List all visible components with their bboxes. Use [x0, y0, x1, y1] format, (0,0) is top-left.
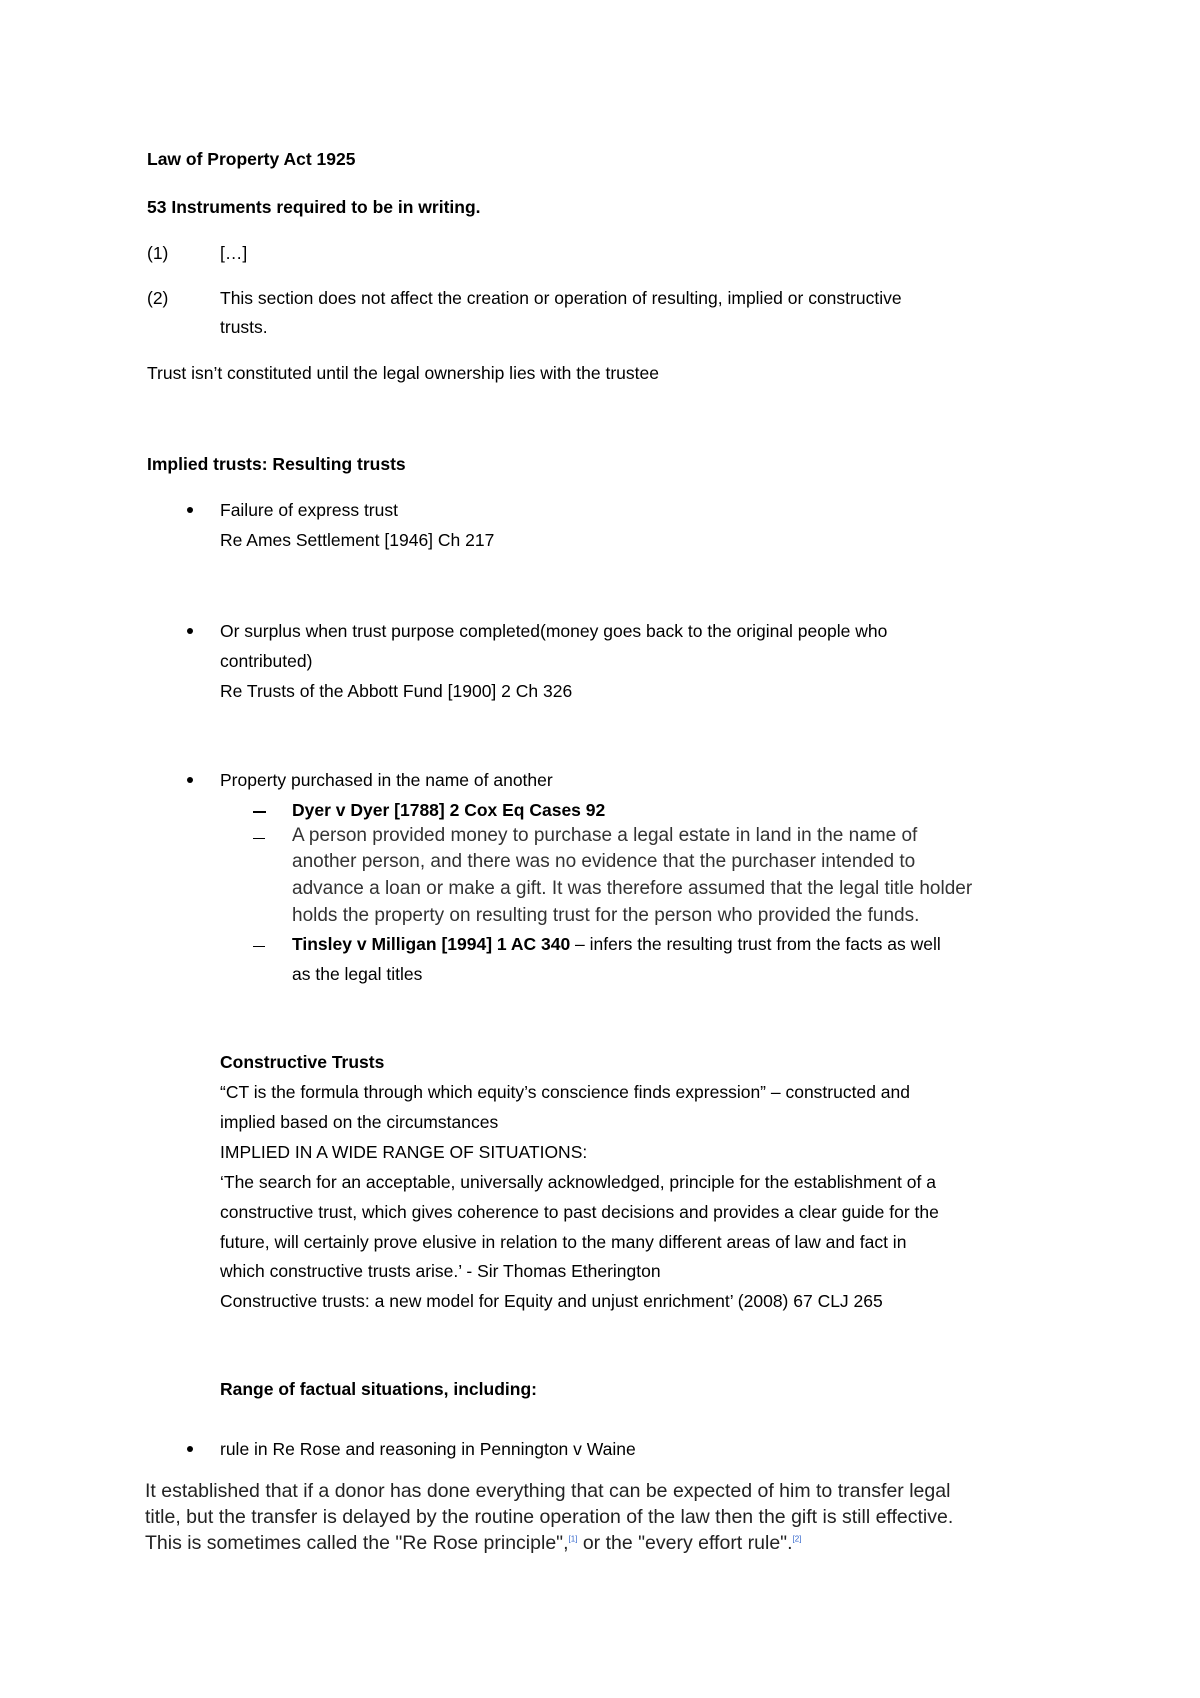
note-paragraph: Trust isn’t constituted until the legal ownership lies with the trustee	[147, 363, 659, 383]
quote-line: which constructive trusts arise.’ - Sir Thomas Etherington	[220, 1261, 661, 1281]
implied-trusts-heading: Implied trusts: Resulting trusts	[147, 454, 406, 474]
closing-paragraph-line	[145, 1530, 801, 1556]
case-citation: Re Ames Settlement [1946] Ch 217	[220, 530, 495, 550]
closing-paragraph-line: It established that if a donor has done everything that can be expected of him to transfer legal	[145, 1480, 951, 1502]
bullet-icon	[187, 1446, 193, 1452]
constructive-line: implied based on the circumstances	[220, 1112, 499, 1132]
case-summary-line: another person, and there was no evidence that the purchaser intended to	[292, 851, 916, 872]
list-item: rule in Re Rose and reasoning in Pennington v Waine	[220, 1439, 636, 1459]
reference-line: Constructive trusts: a new model for Equity and unjust enrichment’ (2008) 67 CLJ 265	[220, 1291, 883, 1311]
subsection-number: (2)	[147, 288, 169, 308]
case-summary-line: A person provided money to purchase a legal estate in land in the name of	[292, 825, 918, 846]
bullet-icon	[187, 777, 193, 783]
quote-line: constructive trust, which gives coherence to past decisions and provides a clear guide for the	[220, 1202, 939, 1222]
tinsley-note: – infers the resulting trust from the facts as well	[570, 934, 941, 954]
subsection-text-cont: trusts.	[220, 317, 268, 337]
footnote-link[interactable]: [2]	[792, 1534, 802, 1544]
footnote-link[interactable]: [1]	[568, 1534, 578, 1544]
closing-text: or the "every effort rule".	[577, 1532, 793, 1554]
subsection-number: (1)	[147, 243, 169, 263]
dash-icon	[253, 811, 266, 813]
act-title: Law of Property Act 1925	[147, 149, 356, 169]
list-item: Failure of express trust	[220, 500, 398, 520]
case-name-tinsley: Tinsley v Milligan [1994] 1 AC 340	[292, 934, 571, 954]
bullet-icon	[187, 628, 193, 634]
bullet-icon	[187, 507, 193, 513]
list-item: Property purchased in the name of another	[220, 770, 553, 790]
case-summary-line: advance a loan or make a gift. It was therefore assumed that the legal title holder	[292, 878, 973, 899]
range-heading: Range of factual situations, including:	[220, 1379, 537, 1399]
quote-line: future, will certainly prove elusive in relation to the many different areas of law and fact in	[220, 1232, 907, 1252]
subsection-text: […]	[220, 243, 248, 263]
section-heading: 53 Instruments required to be in writing.	[147, 197, 481, 217]
dash-icon	[253, 838, 265, 839]
closing-text: This is sometimes called the "Re Rose principle",	[145, 1532, 569, 1554]
tinsley-line-cont: as the legal titles	[292, 964, 423, 984]
tinsley-line	[292, 933, 941, 955]
list-item: Or surplus when trust purpose completed(money goes back to the original people who	[220, 621, 888, 641]
case-citation: Re Trusts of the Abbott Fund [1900] 2 Ch 326	[220, 681, 573, 701]
constructive-line: “CT is the formula through which equity’s conscience finds expression” – constructed and	[220, 1082, 910, 1102]
list-item-cont: contributed)	[220, 651, 313, 671]
constructive-line: IMPLIED IN A WIDE RANGE OF SITUATIONS:	[220, 1142, 588, 1162]
closing-paragraph-line: title, but the transfer is delayed by the routine operation of the law then the gift is still effective.	[145, 1506, 954, 1528]
case-summary-line: holds the property on resulting trust for the person who provided the funds.	[292, 905, 920, 926]
case-name-dyer: Dyer v Dyer [1788] 2 Cox Eq Cases 92	[292, 800, 606, 820]
quote-line: ‘The search for an acceptable, universally acknowledged, principle for the establishment of a	[220, 1172, 936, 1192]
subsection-text: This section does not affect the creation or operation of resulting, implied or constructive	[220, 288, 902, 308]
dash-icon	[253, 946, 265, 947]
constructive-trusts-heading: Constructive Trusts	[220, 1052, 385, 1072]
